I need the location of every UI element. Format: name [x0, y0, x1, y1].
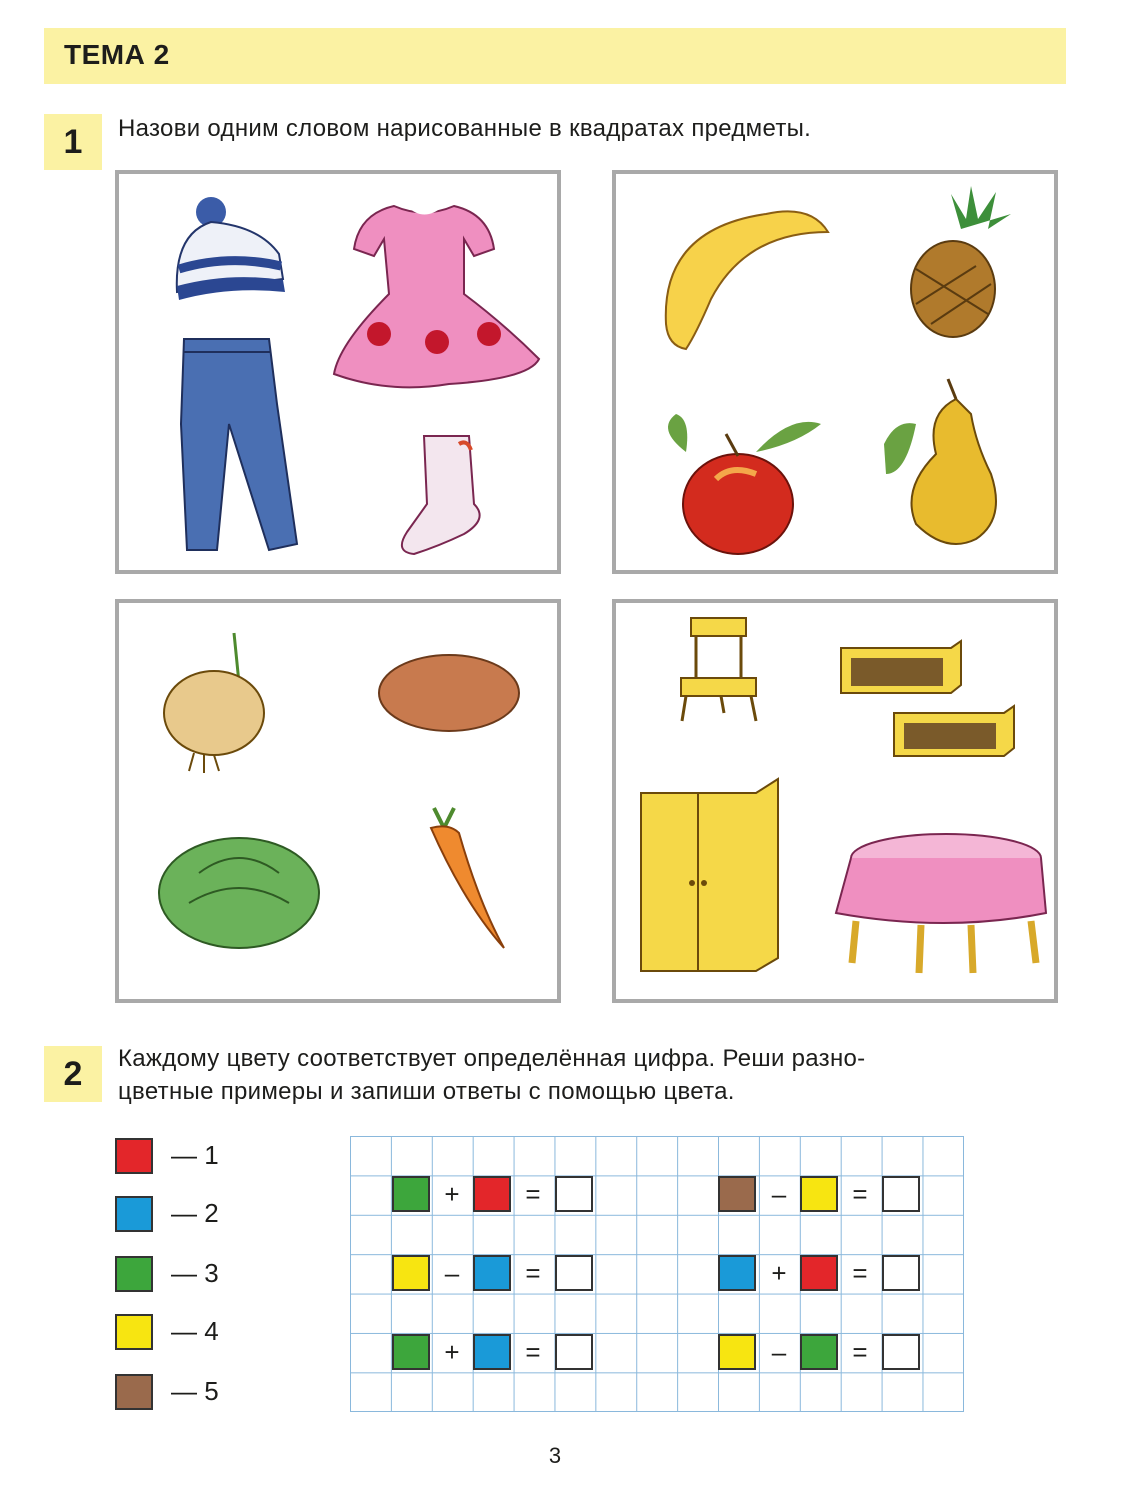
wardrobe-icon: [641, 779, 778, 971]
equation-operator: +: [444, 1337, 460, 1367]
answer-box[interactable]: [555, 1176, 593, 1212]
task-number-1: 1: [44, 114, 102, 170]
apple-icon: [668, 414, 821, 554]
equals-sign: =: [525, 1337, 541, 1367]
pineapple-icon: [911, 186, 1011, 337]
equation-operand-b: [473, 1255, 511, 1291]
equation-operand-b: [473, 1176, 511, 1212]
answer-box[interactable]: [555, 1255, 593, 1291]
furniture-picture-box: [612, 599, 1058, 1003]
equals-sign: =: [525, 1179, 541, 1209]
equation-operator: +: [444, 1179, 460, 1209]
pear-icon: [884, 379, 996, 544]
onion-icon: [164, 633, 264, 773]
legend-label: — 1: [171, 1140, 219, 1170]
page-number: 3: [548, 1443, 562, 1468]
equals-sign: =: [852, 1337, 868, 1367]
jeans-icon: [181, 339, 297, 550]
legend-swatch: [115, 1314, 153, 1350]
table-icon: [836, 834, 1046, 973]
equation-operand-a: [392, 1176, 430, 1212]
equation-operand-b: [800, 1334, 838, 1370]
clothes-picture-box: [115, 170, 561, 574]
task2-instruction-line1: Каждому цвету соответствует определённая цифра. Реши разно-: [118, 1045, 866, 1072]
chair-icon: [681, 618, 756, 721]
equation-operator: –: [771, 1337, 787, 1367]
legend-label: — 5: [171, 1376, 219, 1406]
topic-title: ТЕМА 2: [64, 39, 170, 70]
shelf-icon: [841, 641, 1014, 756]
equation-operator: +: [771, 1258, 787, 1288]
answer-box[interactable]: [882, 1334, 920, 1370]
equals-sign: =: [525, 1258, 541, 1288]
legend-swatch: [115, 1374, 153, 1410]
hat-icon: [177, 197, 285, 300]
legend-swatch: [115, 1138, 153, 1174]
dress-icon: [334, 204, 539, 387]
answer-box[interactable]: [555, 1334, 593, 1370]
legend-label: — 3: [171, 1258, 219, 1288]
task1-instruction: Назови одним словом нарисованные в квадратах предметы.: [118, 115, 812, 142]
legend-swatch: [115, 1196, 153, 1232]
equation-operand-a: [718, 1334, 756, 1370]
equation-operand-a: [718, 1176, 756, 1212]
exercise-grid: [350, 1136, 964, 1412]
cabbage-icon: [159, 838, 319, 948]
sock-icon: [402, 436, 480, 554]
legend-label: — 4: [171, 1316, 219, 1346]
answer-box[interactable]: [882, 1255, 920, 1291]
equals-sign: =: [852, 1179, 868, 1209]
equation-operand-b: [800, 1255, 838, 1291]
carrot-icon: [431, 808, 504, 948]
legend-swatch: [115, 1256, 153, 1292]
topic-header: [44, 28, 1066, 84]
fruits-picture-box: [612, 170, 1058, 574]
equation-operand-a: [392, 1255, 430, 1291]
potato-icon: [379, 655, 519, 731]
vegetables-picture-box: [115, 599, 561, 1003]
equation-operand-b: [800, 1176, 838, 1212]
task2-instruction-line2: цветные примеры и запиши ответы с помощью цвета.: [118, 1078, 735, 1105]
equation-operand-a: [392, 1334, 430, 1370]
answer-box[interactable]: [882, 1176, 920, 1212]
legend-label: — 2: [171, 1198, 219, 1228]
banana-icon: [666, 211, 828, 349]
equation-operator: –: [444, 1258, 460, 1288]
equation-operand-a: [718, 1255, 756, 1291]
task-number-2: 2: [44, 1046, 102, 1102]
equation-operand-b: [473, 1334, 511, 1370]
equation-operator: –: [771, 1179, 787, 1209]
equals-sign: =: [852, 1258, 868, 1288]
